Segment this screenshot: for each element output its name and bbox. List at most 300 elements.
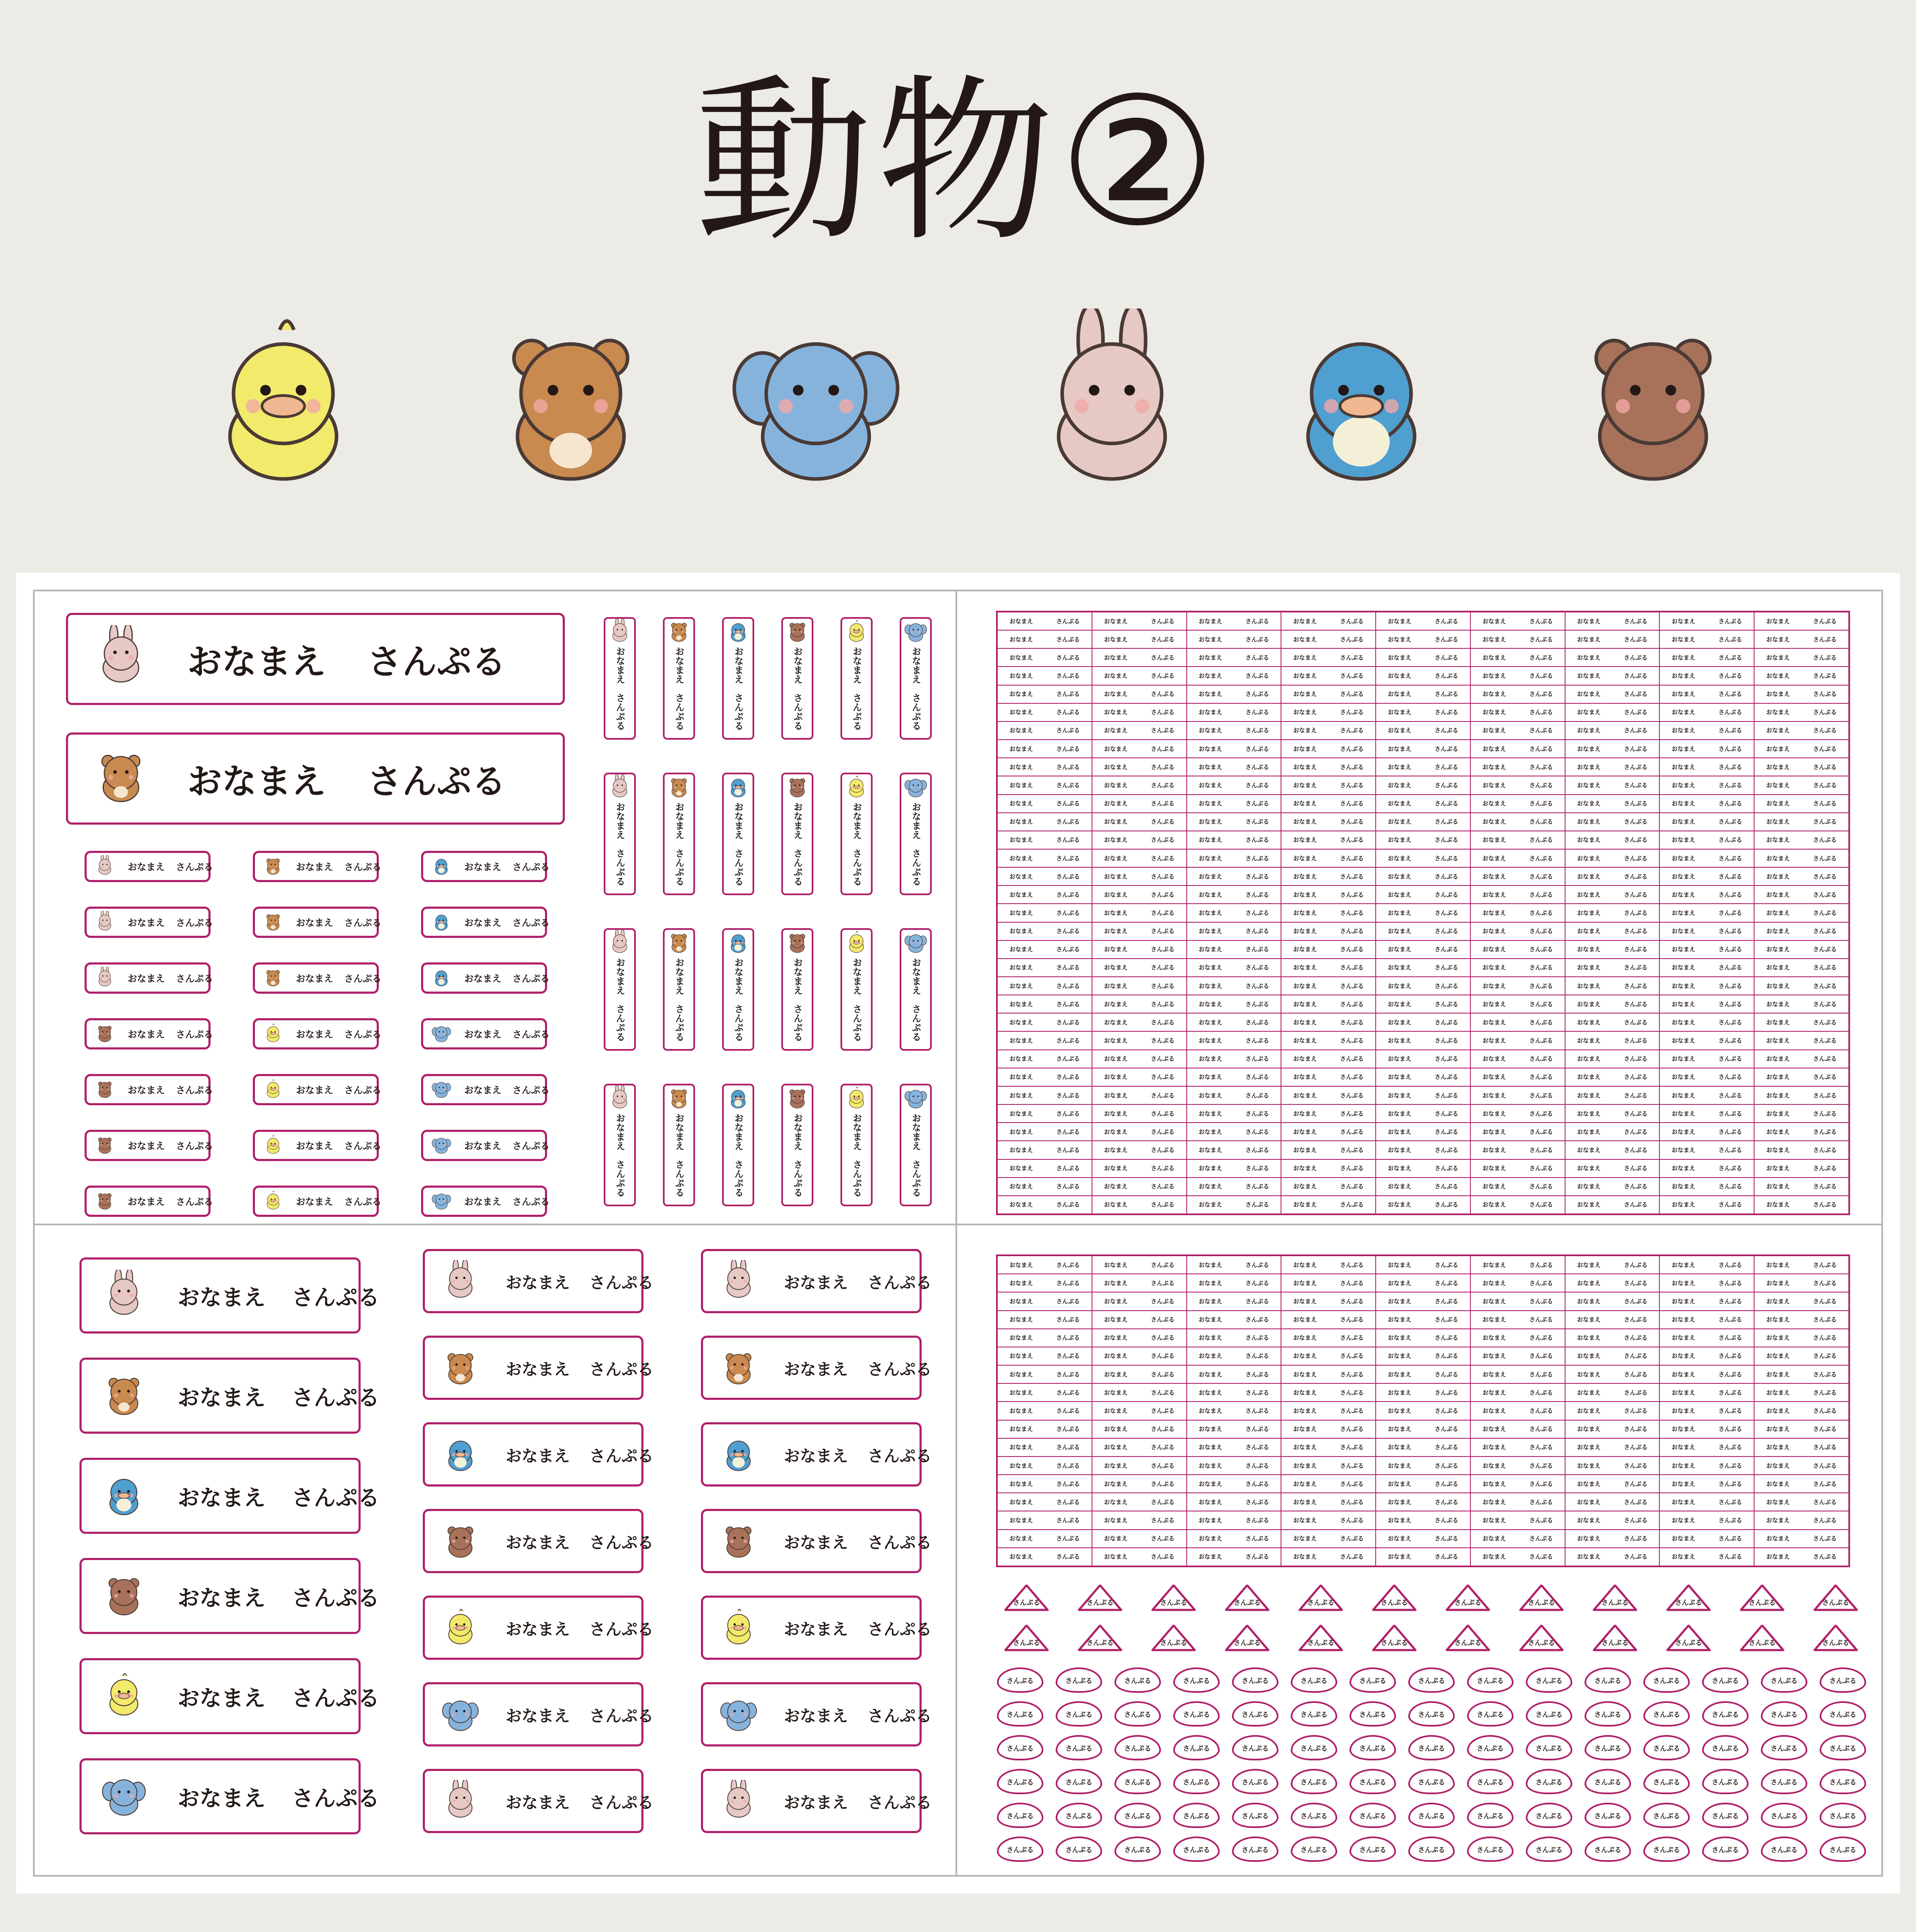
mini-label xyxy=(1754,1383,1849,1402)
label-sample-text: さんぷる xyxy=(1418,1778,1445,1786)
label-sample-text: さんぷる xyxy=(1718,801,1742,808)
bear-icon xyxy=(95,1078,115,1101)
label-name-text: おなまえ xyxy=(1009,891,1033,899)
mini-label xyxy=(1187,630,1281,648)
label-name-text: おなまえ xyxy=(1482,910,1506,917)
label-sample-text: さんぷる xyxy=(1718,1462,1742,1470)
mini-label xyxy=(1659,940,1754,959)
label-sample-text: さんぷる xyxy=(1718,1517,1742,1525)
mini-label xyxy=(1470,885,1565,904)
mini-label xyxy=(1754,612,1849,630)
label-name-text: おなまえ xyxy=(1766,1262,1790,1269)
label-name-text: おなまえ xyxy=(1198,764,1222,771)
mini-label xyxy=(1092,1329,1187,1347)
label-sample-text: さんぷる xyxy=(1813,1444,1837,1451)
mini-label xyxy=(1092,1068,1187,1086)
label-name-text: おなまえ xyxy=(1198,1056,1222,1063)
label-sample-text: さんぷる xyxy=(1434,873,1459,880)
mini-label xyxy=(1281,648,1376,667)
label-sample-text: さんぷる xyxy=(1056,946,1080,954)
label-sample-text: さんぷる xyxy=(1151,1129,1175,1136)
mini-label xyxy=(1092,922,1187,940)
label-name-text: おなまえ xyxy=(464,1085,502,1096)
mini-label xyxy=(1470,1347,1565,1365)
mini-label xyxy=(1754,1123,1849,1141)
mini-label xyxy=(1092,940,1187,959)
mini-label xyxy=(1565,1383,1660,1402)
label-name-text: おなまえ xyxy=(506,1793,570,1812)
label-name-text: おなまえ xyxy=(1577,1554,1601,1561)
mini-label xyxy=(1376,1031,1470,1049)
mini-label xyxy=(997,867,1092,885)
label-sample-text: さんぷる xyxy=(1434,801,1459,808)
mini-label xyxy=(1565,1050,1660,1068)
label-sample-text: さんぷる xyxy=(1056,709,1080,716)
vertical-label-text: おなまえ さんぷる xyxy=(910,647,921,730)
label-name-text: おなまえ xyxy=(1671,801,1695,808)
label-name-text: おなまえ xyxy=(1766,1426,1790,1433)
label-sample-text: さんぷる xyxy=(1245,1298,1269,1305)
label-sample-text: さんぷる xyxy=(1718,819,1742,826)
label-name-text: おなまえ xyxy=(784,1360,849,1379)
label-name-text: おなまえ xyxy=(1577,1462,1601,1470)
label-name-text: おなまえ xyxy=(1104,1462,1128,1470)
label-name-text: おなまえ xyxy=(1293,1517,1317,1525)
mini-label xyxy=(1565,1493,1660,1511)
label-name-text: おなまえ xyxy=(1671,910,1695,917)
mini-label xyxy=(1754,776,1849,794)
mini-label xyxy=(1565,1311,1660,1329)
label-sample-text: さんぷる xyxy=(1529,1056,1553,1063)
label-name-text: おなまえ xyxy=(1198,746,1222,753)
label-name-text: おなまえ xyxy=(1198,910,1222,917)
label-sample-text: さんぷる xyxy=(1718,983,1742,990)
label-sample-text: さんぷる xyxy=(1529,1019,1553,1026)
label-sample-text: さんぷる xyxy=(1718,1554,1742,1561)
chick-icon xyxy=(263,1134,283,1157)
label-name-text: おなまえ xyxy=(1482,1092,1506,1099)
label-sample-text: さんぷる xyxy=(176,1085,213,1096)
mini-label xyxy=(1092,1031,1187,1049)
mini-label xyxy=(1659,1123,1754,1141)
label-sample-text: さんぷる xyxy=(1241,1710,1269,1719)
label-name-text: おなまえ xyxy=(1388,727,1412,735)
label-sample-text: さんぷる xyxy=(1813,1038,1837,1045)
label-sample-text: さんぷる xyxy=(1529,746,1553,753)
label-name-text: おなまえ xyxy=(1388,1056,1412,1063)
label-sample-text: さんぷる xyxy=(1623,891,1648,899)
label-sample-text: さんぷる xyxy=(1529,1389,1553,1396)
mini-label xyxy=(1092,1365,1187,1383)
rabbit-icon xyxy=(95,855,115,878)
name-label-rabbit xyxy=(85,962,211,994)
label-sample-text: さんぷる xyxy=(1245,873,1269,880)
label-sample-text: さんぷる xyxy=(1245,1038,1269,1045)
mini-label xyxy=(1754,1086,1849,1104)
mini-label xyxy=(1092,758,1187,776)
label-name-text: おなまえ xyxy=(1104,1001,1128,1008)
label-sample-text: さんぷる xyxy=(1340,1353,1364,1360)
mini-label xyxy=(997,1256,1092,1274)
label-sample-text: さんぷる xyxy=(1535,1778,1563,1786)
mini-label xyxy=(1376,959,1470,977)
mini-label xyxy=(997,1383,1092,1402)
mini-label xyxy=(1754,1050,1849,1068)
label-sample-text: さんぷる xyxy=(1718,1165,1742,1172)
label-sample-text: さんぷる xyxy=(1529,873,1553,880)
label-sample-text: さんぷる xyxy=(1340,1110,1364,1118)
rabbit-icon xyxy=(441,1780,480,1823)
mini-label xyxy=(997,1031,1092,1049)
label-sample-text: さんぷる xyxy=(1307,1599,1334,1607)
label-sample-text: さんぷる xyxy=(1623,1019,1648,1026)
triangle-label xyxy=(1516,1583,1567,1612)
label-name-text: おなまえ xyxy=(1104,1129,1128,1136)
label-name-text: おなまえ xyxy=(1766,819,1790,826)
mini-label xyxy=(1565,1123,1660,1141)
label-sample-text: さんぷる xyxy=(1813,1074,1837,1081)
label-name-text: おなまえ xyxy=(1577,1165,1601,1172)
mini-label xyxy=(1470,959,1565,977)
label-name-text: おなまえ xyxy=(1009,1056,1033,1063)
mini-label xyxy=(1187,1457,1281,1475)
mini-label xyxy=(1376,1511,1470,1529)
label-name-text: おなまえ xyxy=(1482,709,1506,716)
mini-label xyxy=(1659,1196,1754,1214)
label-sample-text: さんぷる xyxy=(176,973,213,984)
mini-label xyxy=(997,1159,1092,1178)
mini-label xyxy=(1281,667,1376,685)
label-name-text: おなまえ xyxy=(1577,1298,1601,1305)
label-sample-text: さんぷる xyxy=(1245,691,1269,698)
mini-label xyxy=(1754,904,1849,922)
mini-label xyxy=(997,831,1092,849)
vertical-label-penguin xyxy=(722,617,754,740)
label-sample-text: さんぷる xyxy=(1006,1676,1034,1685)
label-name-text: おなまえ xyxy=(1482,1462,1506,1470)
mini-label xyxy=(1659,685,1754,703)
label-sample-text: さんぷる xyxy=(1434,1147,1459,1154)
label-sample-text: さんぷる xyxy=(1056,1536,1080,1543)
mini-label xyxy=(1659,1013,1754,1031)
label-sample-text: さんぷる xyxy=(1529,782,1553,789)
label-name-text: おなまえ xyxy=(1104,1074,1128,1081)
mini-label xyxy=(1187,1104,1281,1123)
label-name-text: おなまえ xyxy=(1388,1371,1412,1378)
label-name-text: おなまえ xyxy=(1577,1147,1601,1154)
name-label-elephant xyxy=(421,1130,550,1161)
label-sample-text: さんぷる xyxy=(1151,1536,1175,1543)
label-name-text: おなまえ xyxy=(1388,855,1412,862)
mini-label xyxy=(997,1365,1092,1383)
label-sample-text: さんぷる xyxy=(1340,837,1364,844)
label-name-text: おなまえ xyxy=(1198,1389,1222,1396)
mini-label xyxy=(1281,1530,1376,1548)
label-sample-text: さんぷる xyxy=(589,1706,654,1725)
label-sample-text: さんぷる xyxy=(1623,746,1648,753)
label-sample-text: さんぷる xyxy=(292,1686,380,1711)
label-name-text: おなまえ xyxy=(1482,1129,1506,1136)
label-sample-text: さんぷる xyxy=(1594,1812,1621,1820)
label-sample-text: さんぷる xyxy=(1813,1426,1837,1433)
label-sample-text: さんぷる xyxy=(1151,1298,1175,1305)
label-name-text: おなまえ xyxy=(1104,819,1128,826)
mini-label xyxy=(1659,813,1754,831)
label-name-text: おなまえ xyxy=(1293,1038,1317,1045)
label-name-text: おなまえ xyxy=(1009,965,1033,972)
mini-label xyxy=(1187,1329,1281,1347)
label-sample-text: さんぷる xyxy=(1434,764,1459,771)
label-name-text: おなまえ xyxy=(1766,727,1790,735)
label-sample-text: さんぷる xyxy=(1653,1676,1680,1685)
label-sample-text: さんぷる xyxy=(1124,1778,1151,1786)
squirrel-icon xyxy=(667,774,691,800)
mini-label xyxy=(1092,849,1187,867)
label-name-text: おなまえ xyxy=(1293,837,1317,844)
label-sample-text: さんぷる xyxy=(1454,1639,1481,1647)
label-sample-text: さんぷる xyxy=(1151,1019,1175,1026)
label-name-text: おなまえ xyxy=(1009,1262,1033,1269)
label-sample-text: さんぷる xyxy=(1434,727,1459,735)
label-name-text: おなまえ xyxy=(296,973,334,984)
label-sample-text: さんぷる xyxy=(1056,1298,1080,1305)
label-name-text: おなまえ xyxy=(1766,746,1790,753)
label-sample-text: さんぷる xyxy=(1340,1426,1364,1433)
label-name-text: おなまえ xyxy=(1766,636,1790,643)
label-sample-text: さんぷる xyxy=(1434,855,1459,862)
label-name-text: おなまえ xyxy=(1766,1280,1790,1287)
vertical-label-text: おなまえ さんぷる xyxy=(851,802,862,886)
mini-label xyxy=(1281,922,1376,940)
label-sample-text: さんぷる xyxy=(1711,1812,1739,1820)
label-sample-text: さんぷる xyxy=(1006,1744,1034,1752)
label-sample-text: さんぷる xyxy=(1124,1812,1151,1820)
elephant-icon xyxy=(431,1190,452,1213)
label-sample-text: さんぷる xyxy=(1718,891,1742,899)
bear-icon xyxy=(101,1570,147,1622)
mini-label xyxy=(1187,1511,1281,1529)
label-name-text: おなまえ xyxy=(506,1360,570,1379)
mini-label xyxy=(1187,1475,1281,1493)
label-sample-text: さんぷる xyxy=(1535,1744,1563,1752)
mini-label xyxy=(1281,995,1376,1013)
vertical-label-chick xyxy=(840,928,873,1051)
label-name-text: おなまえ xyxy=(1577,928,1601,935)
label-sample-text: さんぷる xyxy=(1434,709,1459,716)
mini-label xyxy=(1565,1292,1660,1310)
label-sample-text: さんぷる xyxy=(1529,1280,1553,1287)
mini-label xyxy=(1659,959,1754,977)
mini-label xyxy=(1470,1086,1565,1104)
mini-label xyxy=(1470,1383,1565,1402)
label-sample-text: さんぷる xyxy=(1300,1778,1328,1786)
label-sample-text: さんぷる xyxy=(1056,1499,1080,1506)
label-sample-text: さんぷる xyxy=(1151,1444,1175,1451)
label-name-text: おなまえ xyxy=(1577,618,1601,625)
label-sample-text: さんぷる xyxy=(1340,1262,1364,1269)
label-sample-text: さんぷる xyxy=(1813,1129,1837,1136)
label-sample-text: さんぷる xyxy=(1813,1554,1837,1561)
vertical-label-squirrel xyxy=(663,773,695,895)
vertical-label-penguin xyxy=(722,928,754,1051)
label-sample-text: さんぷる xyxy=(1718,910,1742,917)
label-name-text: おなまえ xyxy=(1293,983,1317,990)
label-name-text: おなまえ xyxy=(1293,1371,1317,1378)
elephant-icon xyxy=(431,1078,452,1101)
label-name-text: おなまえ xyxy=(1388,946,1412,954)
label-name-text: おなまえ xyxy=(296,918,334,929)
mini-label xyxy=(1187,885,1281,904)
label-sample-text: さんぷる xyxy=(1056,618,1080,625)
label-sample-text: さんぷる xyxy=(1151,1110,1175,1118)
label-name-text: おなまえ xyxy=(1293,691,1317,698)
mini-label xyxy=(1565,1548,1660,1566)
mini-label xyxy=(1092,1141,1187,1159)
mini-label xyxy=(1565,1068,1660,1086)
label-name-text: おなまえ xyxy=(1388,618,1412,625)
label-sample-text: さんぷる xyxy=(1340,654,1364,661)
label-name-text: おなまえ xyxy=(1388,1444,1412,1451)
label-name-text: おなまえ xyxy=(1198,654,1222,661)
mini-label xyxy=(1281,758,1376,776)
mini-label xyxy=(1754,740,1849,758)
label-sample-text: さんぷる xyxy=(1434,1407,1459,1415)
label-sample-text: さんぷる xyxy=(1151,819,1175,826)
label-sample-text: さんぷる xyxy=(1245,764,1269,771)
label-sample-text: さんぷる xyxy=(1056,1554,1080,1561)
elephant-icon xyxy=(101,1771,147,1823)
label-sample-text: さんぷる xyxy=(1151,946,1175,954)
sheet-divider-horizontal xyxy=(33,1224,1883,1225)
label-sample-text: さんぷる xyxy=(1151,1165,1175,1172)
mini-label xyxy=(1092,1457,1187,1475)
label-name-text: おなまえ xyxy=(1482,1554,1506,1561)
mini-label xyxy=(1376,1068,1470,1086)
label-sample-text: さんぷる xyxy=(1434,1001,1459,1008)
label-name-text: おなまえ xyxy=(1482,1202,1506,1209)
label-name-text: おなまえ xyxy=(1388,1407,1412,1415)
label-sample-text: さんぷる xyxy=(292,1786,380,1812)
label-name-text: おなまえ xyxy=(1577,782,1601,789)
mini-label xyxy=(1281,1104,1376,1123)
label-sample-text: さんぷる xyxy=(1151,1056,1175,1063)
label-sample-text: さんぷる xyxy=(1623,819,1648,826)
label-sample-text: さんぷる xyxy=(1718,1038,1742,1045)
triangle-label xyxy=(1222,1623,1273,1653)
label-sample-text: さんぷる xyxy=(1359,1710,1386,1719)
name-label-rabbit xyxy=(85,907,211,938)
label-sample-text: さんぷる xyxy=(1529,673,1553,680)
label-sample-text: さんぷる xyxy=(1829,1676,1856,1685)
mini-label xyxy=(1565,959,1660,977)
vertical-label-chick xyxy=(840,617,873,740)
label-name-text: おなまえ xyxy=(1577,1444,1601,1451)
label-sample-text: さんぷる xyxy=(1418,1812,1445,1820)
label-sample-text: さんぷる xyxy=(1476,1744,1504,1752)
vertical-label-squirrel xyxy=(663,617,695,740)
label-sample-text: さんぷる xyxy=(1151,1407,1175,1415)
label-sample-text: さんぷる xyxy=(1124,1676,1151,1685)
label-name-text: おなまえ xyxy=(1671,1280,1695,1287)
label-sample-text: さんぷる xyxy=(1813,1262,1837,1269)
label-name-text: おなまえ xyxy=(1577,983,1601,990)
label-name-text: おなまえ xyxy=(1009,727,1033,735)
label-name-text: おなまえ xyxy=(1671,1462,1695,1470)
label-sample-text: さんぷる xyxy=(1813,746,1837,753)
label-sample-text: さんぷる xyxy=(1056,819,1080,826)
sheet-divider-vertical xyxy=(955,590,957,1877)
label-sample-text: さんぷる xyxy=(1160,1639,1187,1647)
mini-label xyxy=(1092,1104,1187,1123)
label-sample-text: さんぷる xyxy=(1418,1710,1445,1719)
label-name-text: おなまえ xyxy=(1766,1462,1790,1470)
label-name-text: おなまえ xyxy=(1293,1444,1317,1451)
label-name-text: おなまえ xyxy=(1766,1389,1790,1396)
mini-label xyxy=(1376,758,1470,776)
mini-label xyxy=(1565,612,1660,630)
penguin-icon xyxy=(1273,309,1450,511)
label-sample-text: さんぷる xyxy=(1013,1599,1040,1607)
label-name-text: おなまえ xyxy=(1577,1262,1601,1269)
mini-label xyxy=(1470,1031,1565,1049)
label-name-text: おなまえ xyxy=(1766,1317,1790,1324)
elephant-icon xyxy=(904,1085,928,1111)
label-name-text: おなまえ xyxy=(1198,983,1222,990)
mini-label xyxy=(1470,1438,1565,1457)
label-sample-text: さんぷる xyxy=(1434,1038,1459,1045)
name-label-chick xyxy=(79,1658,380,1734)
label-sample-text: さんぷる xyxy=(1594,1744,1621,1752)
label-name-text: おなまえ xyxy=(1671,1317,1695,1324)
label-sample-text: さんぷる xyxy=(1245,1262,1269,1269)
mini-label xyxy=(997,630,1092,648)
label-name-text: おなまえ xyxy=(1293,746,1317,753)
label-sample-text: さんぷる xyxy=(1594,1778,1621,1786)
mini-label xyxy=(1092,959,1187,977)
label-sample-text: さんぷる xyxy=(1182,1845,1210,1854)
label-sample-text: さんぷる xyxy=(1056,1462,1080,1470)
label-sample-text: さんぷる xyxy=(1056,1481,1080,1488)
name-label-rabbit xyxy=(66,613,565,705)
mini-label xyxy=(1281,612,1376,630)
label-sample-text: さんぷる xyxy=(1653,1812,1680,1820)
label-sample-text: さんぷる xyxy=(1529,1353,1553,1360)
label-sample-text: さんぷる xyxy=(1476,1676,1504,1685)
label-sample-text: さんぷる xyxy=(1151,618,1175,625)
vertical-label-penguin xyxy=(722,773,754,895)
label-name-text: おなまえ xyxy=(1482,873,1506,880)
mini-label xyxy=(1754,1530,1849,1548)
vertical-label-chick xyxy=(840,1084,873,1206)
mini-label xyxy=(1754,1402,1849,1420)
triangle-label xyxy=(1001,1623,1052,1653)
label-name-text: おなまえ xyxy=(1104,801,1128,808)
mini-label xyxy=(1470,703,1565,721)
label-sample-text: さんぷる xyxy=(1056,1407,1080,1415)
label-name-text: おなまえ xyxy=(1104,1056,1128,1063)
label-sample-text: さんぷる xyxy=(1529,855,1553,862)
label-sample-text: さんぷる xyxy=(1056,1371,1080,1378)
label-sample-text: さんぷる xyxy=(1623,965,1648,972)
mini-label xyxy=(1470,849,1565,867)
label-name-text: おなまえ xyxy=(1009,1499,1033,1506)
label-name-text: おなまえ xyxy=(1671,1110,1695,1118)
label-sample-text: さんぷる xyxy=(1623,1129,1648,1136)
mini-label xyxy=(1281,1457,1376,1475)
label-name-text: おなまえ xyxy=(1293,782,1317,789)
label-name-text: おなまえ xyxy=(1198,1317,1222,1324)
label-sample-text: さんぷる xyxy=(1065,1812,1092,1820)
